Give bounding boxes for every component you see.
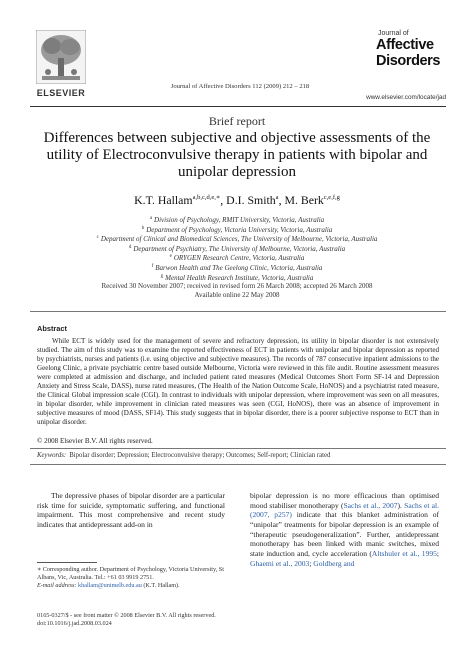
author-affil-marks[interactable]: a bbox=[275, 194, 279, 201]
affiliation-item bbox=[60, 225, 414, 235]
footnote-divider bbox=[37, 562, 97, 563]
doi-block bbox=[37, 612, 227, 628]
keywords-bottom-divider bbox=[30, 464, 446, 465]
abstract-copyright: © 2008 Elsevier B.V. All rights reserved. bbox=[37, 437, 153, 445]
affiliation-label: g bbox=[160, 273, 164, 279]
affiliation-text: Mental Health Research Institute, Victoria, Australia bbox=[165, 273, 314, 282]
corresponding-author-footnote bbox=[37, 566, 227, 590]
journal-logo-line2: Disorders bbox=[376, 53, 441, 69]
body-column-right bbox=[250, 491, 439, 568]
affiliation-item bbox=[60, 263, 414, 273]
affiliation-item bbox=[60, 273, 414, 283]
keywords bbox=[37, 452, 439, 459]
abstract-body: While ECT is widely used for the management of severe and refractory depression, its utility in bipolar disorder is not extensively studied. The aim of this study was to examine the reported effectiveness of ECT in patients with unipolar and bipolar depression as reported by psychiatrists, nurses and patients (i.e. using objective and subjective measures). The records of 787 consecutive inpatient admissions to the Geelong Clinic, a private psychiatric centre based outside Melbourne, Victoria were reviewed in this file audit. Routine assessment measures were completed at admission and discharge, and included patient rated measures (Medical Outcomes Short Form SF-14 and Depression Anxiety and Stress Scale, DASS), nurse rated measures, (The Health of the Nation Outcome Scale, HoNOS) and a psychiatrist rated measure, the Clinical Global impression scale (CGI). In contrast to individuals with unipolar depression, where improvement was seen on all measures, in bipolar disorder, while improvement in clinician rated measures was seen (CGI, HoNOS), there was an absence of improvement in subjective measures of mood (DASS, SF14). This study suggests that in bipolar disorder, there is a poorer subjective response to ECT than in unipolar disorder. bbox=[37, 337, 439, 427]
keywords-top-divider bbox=[30, 448, 446, 449]
journal-citation: Journal of Affective Disorders 112 (2009) 212 – 218 bbox=[170, 83, 310, 90]
body-text: ). bbox=[397, 500, 405, 510]
affiliation-label: b bbox=[141, 225, 145, 231]
elsevier-logo bbox=[30, 28, 92, 102]
footnote-address: ∗ Corresponding author. Department of Psychology, Victoria University, St Albans, Vic, Australia. Tel.: +61 03 9919 2751. bbox=[37, 566, 224, 581]
body-column-left: The depressive phases of bipolar disorder are a particular risk time for suicide, symptomatic suffering, and functional impairment. This most comprehensive and recent study indicates that antidepressant add-on in bbox=[37, 491, 225, 529]
citation-link[interactable]: Goldberg and bbox=[313, 558, 355, 568]
author-name[interactable]: D.I. Smith bbox=[226, 193, 276, 207]
front-matter-line: 0165-0327/$ - see front matter © 2008 Elsevier B.V. All rights reserved. bbox=[37, 612, 216, 619]
article-history bbox=[0, 282, 474, 300]
affiliation-text: Division of Psychology, RMIT University, Victoria, Australia bbox=[154, 216, 325, 224]
header-divider bbox=[30, 106, 446, 107]
email-label: E-mail address: bbox=[37, 582, 77, 589]
body-text: ; bbox=[309, 558, 314, 568]
affiliation-label: a bbox=[149, 216, 153, 221]
affiliation-text: Department of Clinical and Biomedical Sciences, The University of Melbourne, Victoria, Australia bbox=[100, 235, 378, 244]
citation-link[interactable]: Ghaemi et al., 2003 bbox=[250, 558, 310, 568]
elsevier-tree-emblem bbox=[36, 30, 86, 84]
affiliation-text: Department of Psychiatry, The University of Melbourne, Victoria, Australia bbox=[133, 244, 346, 253]
body-text: indicate that this blanket administration of “unipolar” treatments for bipolar depression is an example of “therapeutic pseudogeneralization”. Further, antidepressant monotherapy has been linked with manic switches, mixed state induction and, cycle acceleration ( bbox=[250, 510, 439, 558]
article-type: Brief report bbox=[208, 114, 266, 128]
affiliation-text: Barwon Health and The Geelong Clinic, Victoria, Australia bbox=[155, 263, 323, 272]
email-link[interactable]: khallam@unimelb.edu.au bbox=[78, 582, 142, 589]
author-name[interactable]: K.T. Hallam bbox=[134, 193, 193, 207]
footnote-email-line bbox=[37, 582, 227, 590]
keywords-text: Bipolar disorder; Depression; Electroconvulsive therapy; Outcomes; Self-report; Clinician rated bbox=[69, 452, 331, 459]
journal-logo bbox=[376, 28, 446, 84]
affiliation-label: f bbox=[151, 263, 154, 269]
doi-link[interactable]: doi:10.1016/j.jad.2008.03.024 bbox=[37, 620, 112, 627]
citation-link[interactable]: Altshuler et al., 1995 bbox=[371, 548, 437, 558]
article-title: Differences between subjective and objective assessments of the utility of Electroconvulsive therapy in patients with bipolar and unipolar depression bbox=[43, 130, 431, 180]
affiliation-label: d bbox=[128, 244, 132, 250]
body-text: bipolar depression is no more efficacious than optimised mood stabiliser monotherapy ( bbox=[250, 491, 439, 510]
available-online-date: Available online 22 May 2008 bbox=[194, 290, 280, 299]
citation-link[interactable]: Sachs et al., 2007 bbox=[343, 500, 398, 510]
body-text: ; bbox=[436, 548, 439, 558]
author-list bbox=[0, 193, 474, 208]
author-separator: , bbox=[220, 193, 227, 207]
affiliation-text: Department of Psychology, Victoria University, Victoria, Australia bbox=[146, 225, 333, 234]
affiliation-item bbox=[60, 215, 414, 225]
affiliation-item bbox=[60, 234, 414, 244]
citation-link[interactable]: Sachs et al. (2007, p257) bbox=[250, 500, 439, 520]
affiliation-item bbox=[60, 244, 414, 254]
affiliation-text: ORYGEN Research Centre, Victoria, Australia bbox=[173, 254, 305, 263]
author-affil-marks[interactable]: a,b,c,d,e,∗ bbox=[192, 194, 221, 201]
journal-masthead bbox=[30, 28, 446, 104]
affiliation-label: e bbox=[169, 254, 172, 260]
email-suffix: (K.T. Hallam). bbox=[141, 582, 180, 589]
affiliation-item bbox=[60, 253, 414, 263]
journal-logo-small: Journal of bbox=[378, 30, 409, 37]
author-name[interactable]: M. Berk bbox=[284, 193, 324, 207]
affiliation-list bbox=[60, 215, 414, 282]
journal-url-link[interactable]: www.elsevier.com/locate/jad bbox=[366, 94, 446, 101]
author-separator: , bbox=[278, 193, 285, 207]
elsevier-wordmark: ELSEVIER bbox=[36, 88, 86, 98]
author-affil-marks[interactable]: c,e,f,g bbox=[323, 194, 340, 201]
abstract-heading: Abstract bbox=[37, 324, 67, 333]
journal-logo-line1: Affective bbox=[376, 37, 434, 53]
keywords-label: Keywords: bbox=[37, 452, 67, 459]
abstract-top-divider bbox=[30, 311, 446, 312]
received-dates: Received 30 November 2007; received in revised form 26 March 2008; accepted 26 March 2008 bbox=[101, 282, 373, 290]
affiliation-label: c bbox=[96, 235, 99, 241]
